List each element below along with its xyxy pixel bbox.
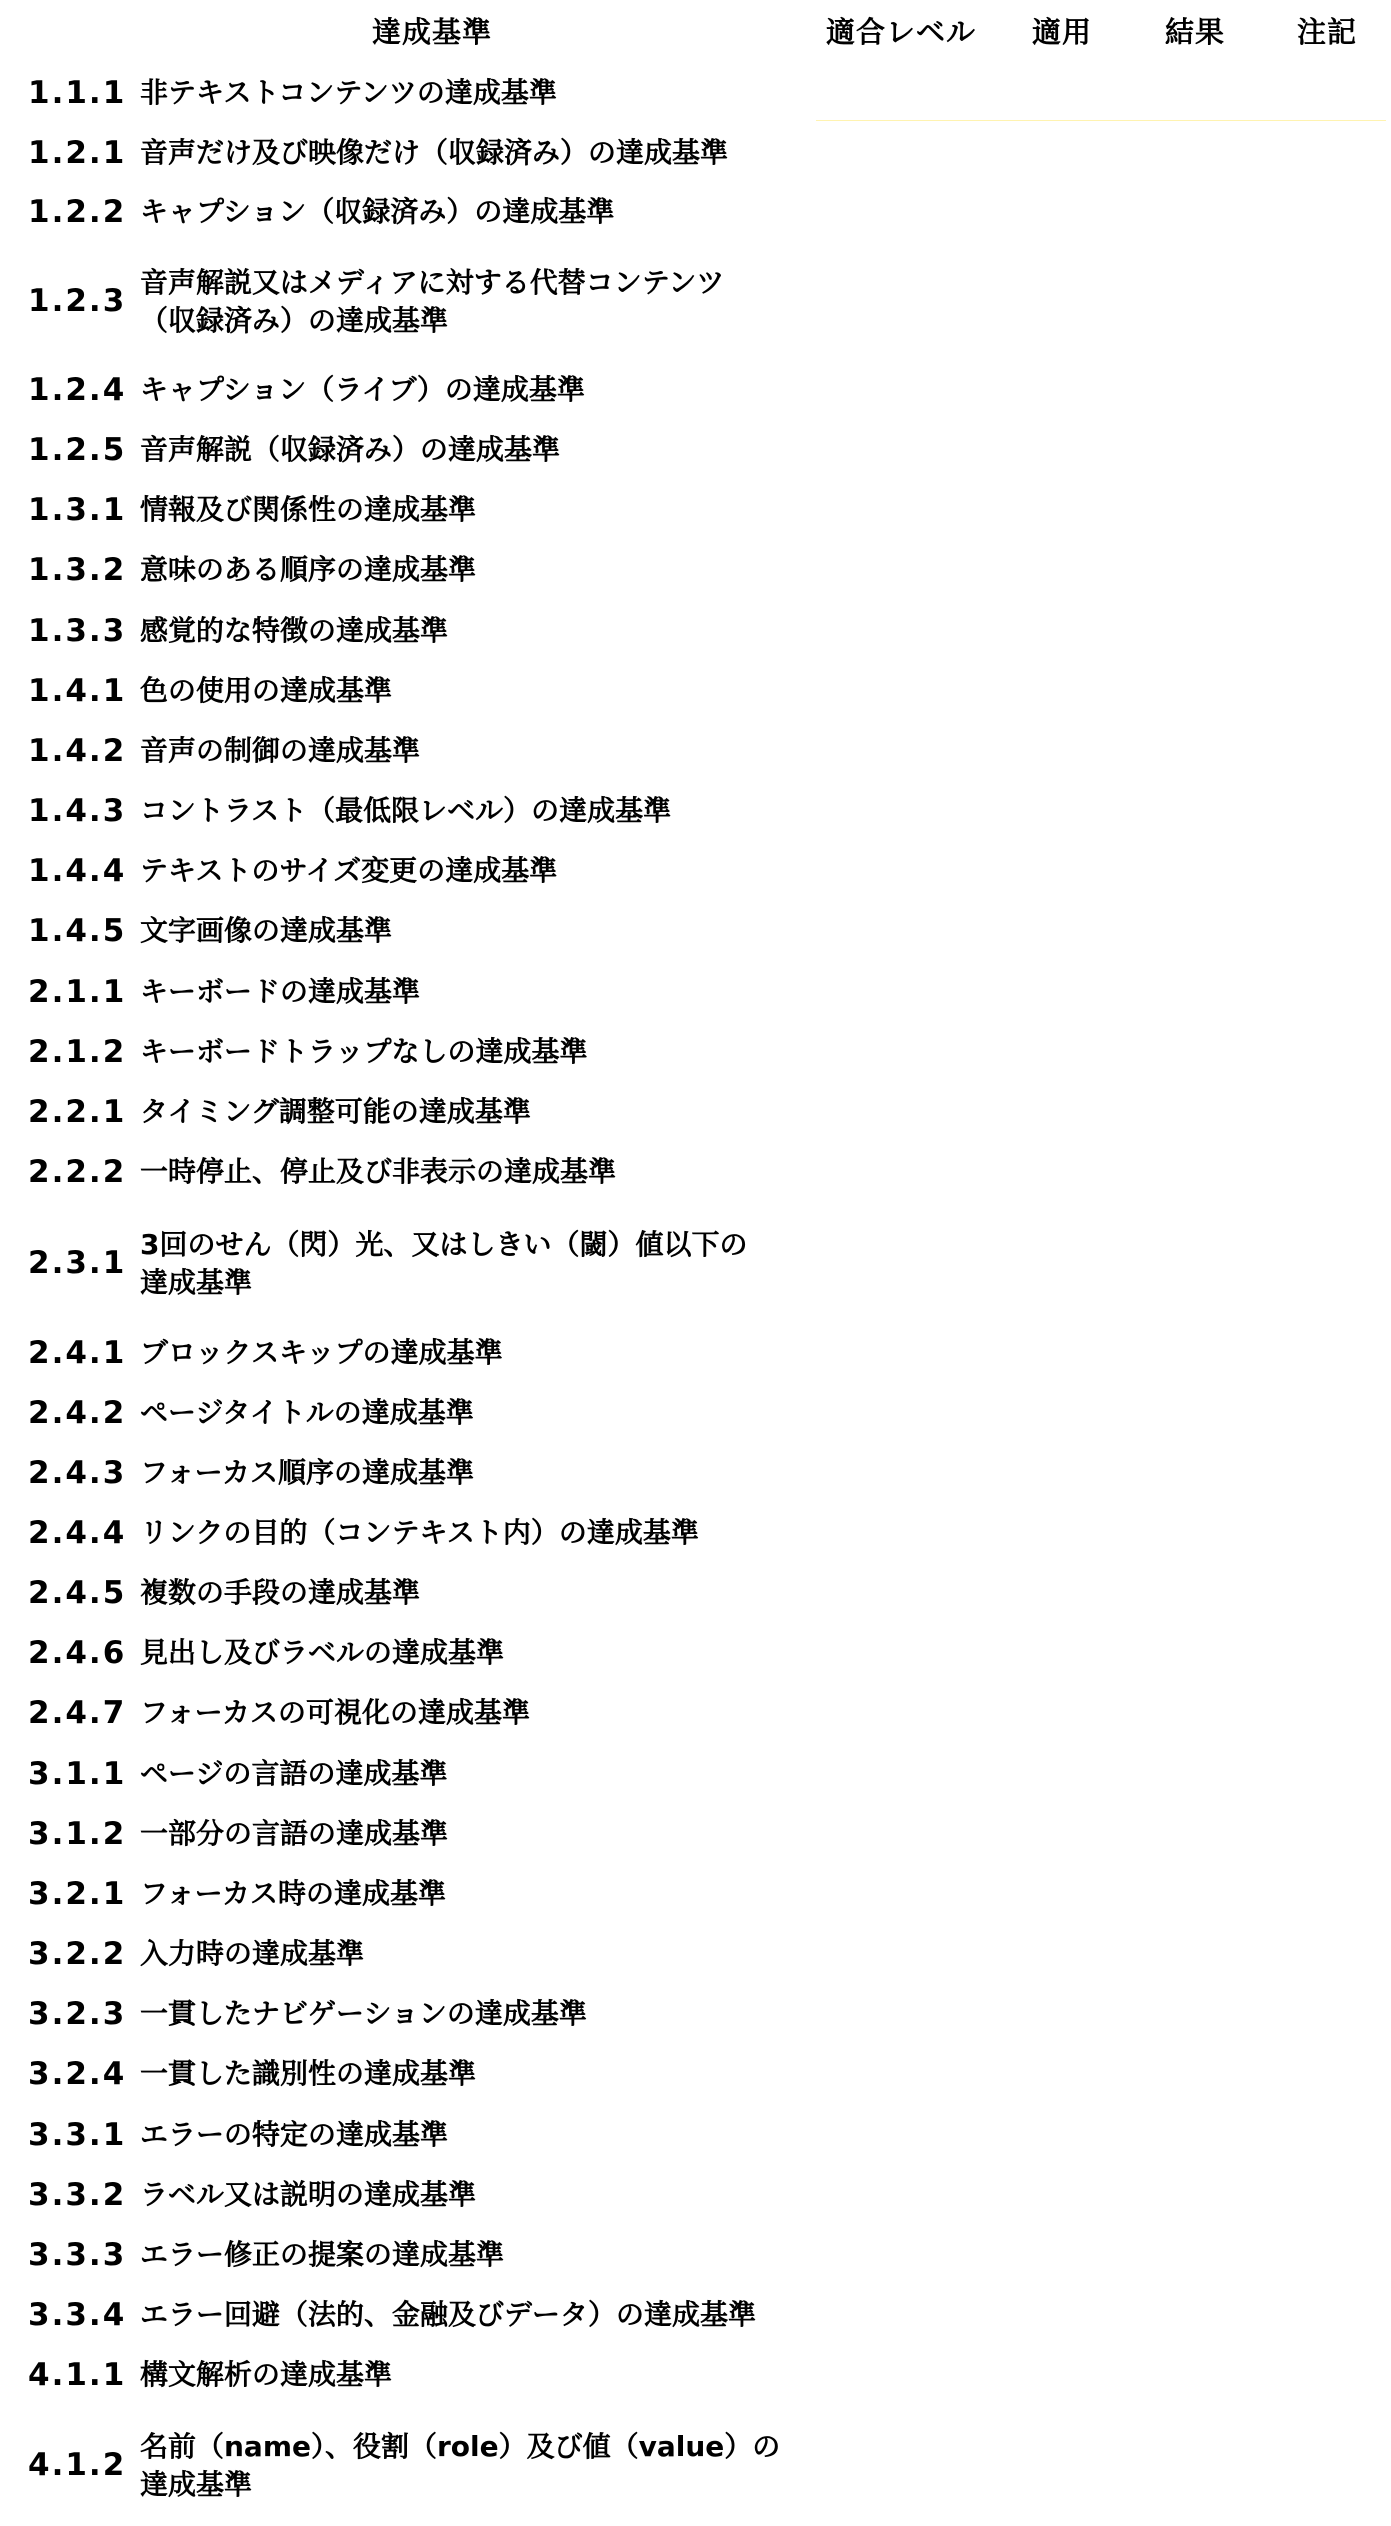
table-row [0,371,800,411]
criterion-number: 3.3.4 [28,2297,127,2333]
table-row [0,732,800,772]
table-row [0,2356,800,2396]
criterion-number: 1.4.3 [28,793,127,829]
criterion-number: 1.1.1 [28,75,127,111]
table-row [0,431,800,471]
criterion-title: 名前（name）、役割（role）及び値（value）の 達成基準 [140,2430,781,2501]
table-row [0,1033,800,1073]
criterion-title: タイミング調整可能の達成基準 [140,1095,531,1128]
criterion-title: キャプション（収録済み）の達成基準 [140,195,615,228]
table-row [0,1226,800,1302]
criterion-title: 一部分の言語の達成基準 [140,1817,449,1850]
criterion-title: 音声の制御の達成基準 [140,734,421,767]
criterion-number: 1.4.4 [28,853,127,889]
criterion-title: ページタイトルの達成基準 [140,1396,474,1429]
criterion-number: 2.3.1 [28,1245,127,1281]
criterion-title: 音声解説又はメディアに対する代替コンテンツ （収録済み）の達成基準 [140,266,725,337]
criterion-number: 3.1.2 [28,1816,127,1852]
criterion-title: 非テキストコンテンツの達成基準 [140,76,557,109]
table-row [0,1574,800,1614]
criterion-title: 音声解説（収録済み）の達成基準 [140,433,561,466]
table-row [0,74,800,114]
criterion-number: 1.2.5 [28,432,127,468]
table-header [0,0,1391,66]
criterion-title: 一貫したナビゲーションの達成基準 [140,1997,587,2030]
table-row [0,1454,800,1494]
criterion-number: 3.2.1 [28,1876,127,1912]
table-row [0,1634,800,1674]
criterion-title: 見出し及びラベルの達成基準 [140,1636,505,1669]
table-row [0,1093,800,1133]
table-row [0,2296,800,2336]
table-row [0,491,800,531]
criterion-number: 4.1.1 [28,2357,127,2393]
criterion-title: 一時停止、停止及び非表示の達成基準 [140,1155,617,1188]
header-conformance-level: 適合レベル [826,15,977,49]
table-row [0,1995,800,2035]
criterion-number: 2.2.1 [28,1094,127,1130]
criterion-title: 意味のある順序の達成基準 [140,553,477,586]
criterion-title: 複数の手段の達成基準 [140,1576,421,1609]
criterion-number: 1.2.4 [28,372,127,408]
criterion-number: 2.4.3 [28,1455,127,1491]
criterion-title: フォーカス時の達成基準 [140,1877,447,1910]
header-result: 結果 [1165,15,1226,49]
criterion-number: 3.3.3 [28,2237,127,2273]
criterion-title: エラー回避（法的、金融及びデータ）の達成基準 [140,2298,757,2331]
criterion-number: 2.1.2 [28,1034,127,1070]
criterion-number: 1.3.2 [28,552,127,588]
criterion-number: 2.4.7 [28,1695,127,1731]
table-row [0,1694,800,1734]
table-row [0,2428,800,2504]
criterion-number: 1.2.1 [28,135,127,171]
header-note: 注記 [1297,15,1358,49]
table-row [0,1815,800,1855]
table-row [0,134,800,174]
criterion-number: 2.4.6 [28,1635,127,1671]
table-row [0,912,800,952]
table-row [0,1935,800,1975]
table-row [0,792,800,832]
criterion-title: 色の使用の達成基準 [140,674,393,707]
table-row [0,852,800,892]
criterion-number: 2.1.1 [28,974,127,1010]
criterion-title: フォーカス順序の達成基準 [140,1456,475,1489]
criterion-title: 感覚的な特徴の達成基準 [140,614,449,647]
criterion-number: 2.4.5 [28,1575,127,1611]
criterion-number: 2.2.2 [28,1154,127,1190]
criterion-title: エラー修正の提案の達成基準 [140,2238,505,2271]
table-row [0,1394,800,1434]
criterion-title: キーボードトラップなしの達成基準 [140,1035,588,1068]
criterion-number: 3.3.2 [28,2177,127,2213]
criterion-title: 音声だけ及び映像だけ（収録済み）の達成基準 [140,136,729,169]
table-row [0,1153,800,1193]
criterion-title: 入力時の達成基準 [140,1937,365,1970]
table-row [0,2055,800,2095]
criterion-title: 構文解析の達成基準 [140,2358,393,2391]
criterion-title: 3回のせん（閃）光、又はしきい（閾）値以下の 達成基準 [140,1228,748,1299]
criterion-number: 3.1.1 [28,1756,127,1792]
criterion-number: 1.2.2 [28,194,127,230]
table-row [0,1514,800,1554]
criterion-title: キーボードの達成基準 [140,975,421,1008]
table-row [0,612,800,652]
table-row [0,672,800,712]
criterion-number: 3.2.4 [28,2056,127,2092]
criterion-title: コントラスト（最低限レベル）の達成基準 [140,794,672,827]
criterion-number: 1.4.1 [28,673,127,709]
table-row [0,1755,800,1795]
criterion-title: 文字画像の達成基準 [140,914,393,947]
table-row [0,2176,800,2216]
criterion-title: ブロックスキップの達成基準 [140,1336,503,1369]
criterion-title: ラベル又は説明の達成基準 [140,2178,477,2211]
criterion-title: ページの言語の達成基準 [140,1757,448,1790]
criterion-number: 1.2.3 [28,283,127,319]
criterion-number: 2.4.2 [28,1395,127,1431]
criterion-number: 1.3.3 [28,613,127,649]
criterion-title: テキストのサイズ変更の達成基準 [140,854,558,887]
table-row [0,1334,800,1374]
table-row [0,973,800,1013]
criterion-title: リンクの目的（コンテキスト内）の達成基準 [140,1516,699,1549]
criterion-number: 1.3.1 [28,492,127,528]
criterion-number: 3.2.2 [28,1936,127,1972]
header-applied: 適用 [1032,15,1093,49]
criterion-title: キャプション（ライブ）の達成基準 [140,373,585,406]
criterion-number: 2.4.1 [28,1335,127,1371]
criterion-title: 一貫した識別性の達成基準 [140,2057,477,2090]
criterion-number: 1.4.5 [28,913,127,949]
table-row [0,1875,800,1915]
criterion-title: エラーの特定の達成基準 [140,2118,449,2151]
criterion-number: 1.4.2 [28,733,127,769]
criterion-title: フォーカスの可視化の達成基準 [140,1696,531,1729]
row-divider [816,120,1386,121]
criterion-number: 2.4.4 [28,1515,127,1551]
table-row [0,551,800,591]
criterion-number: 3.2.3 [28,1996,127,2032]
criterion-number: 4.1.2 [28,2447,127,2483]
header-criteria: 達成基準 [372,15,493,49]
table-row [0,264,800,340]
criterion-title: 情報及び関係性の達成基準 [140,493,477,526]
criterion-number: 3.3.1 [28,2117,127,2153]
table-row [0,193,800,233]
table-row [0,2116,800,2156]
table-row [0,2236,800,2276]
